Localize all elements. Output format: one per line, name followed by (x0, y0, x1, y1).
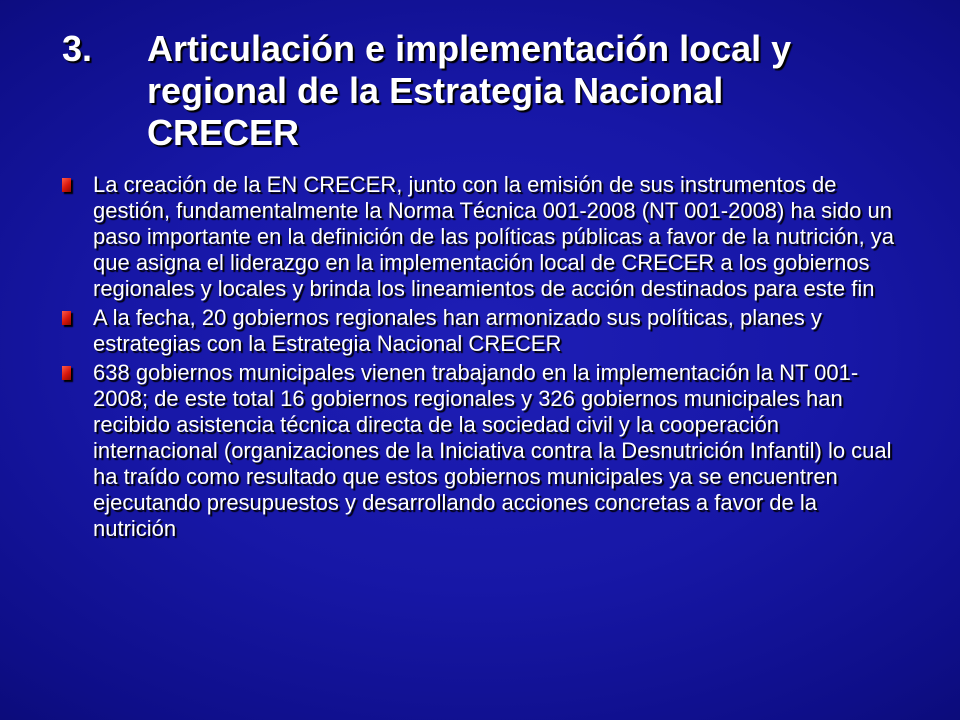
bullet-item (62, 360, 902, 542)
bullet-text: 638 gobiernos municipales vienen trabajando en la implementación la NT 001-2008; de este total 16 gobiernos regionales y 326 gobiernos municipales han recibido asistencia técnica directa de la sociedad civil y la cooperación internacional (organizaciones de la Iniciativa contra la Desnutrición Infantil) lo cual ha traído como resultado que estos gobiernos municipales ya se encuentren ejecutando presupuestos y desarrollando acciones concretas a favor de la nutrición (93, 360, 892, 541)
bullet-icon (62, 366, 71, 380)
bullet-icon (62, 311, 71, 325)
bullet-text: A la fecha, 20 gobiernos regionales han armonizado sus políticas, planes y estrategias con la Estrategia Nacional CRECER (93, 305, 822, 356)
bullet-text: La creación de la EN CRECER, junto con la emisión de sus instrumentos de gestión, fundamentalmente la Norma Técnica 001-2008 (NT 001-2008) ha sido un paso importante en la definición de las políticas públicas a favor de la nutrición, ya que asigna el liderazgo en la implementación local de CRECER a los gobiernos regionales y locales y brinda los lineamientos de acción destinados para este fin (93, 172, 895, 301)
bullet-icon (62, 178, 71, 192)
bullet-list (62, 172, 902, 545)
title-number: 3. (62, 28, 93, 69)
title-text: Articulación e implementación local y regional de la Estrategia Nacional CRECER (147, 28, 792, 153)
bullet-item (62, 172, 902, 302)
bullet-item (62, 305, 902, 357)
